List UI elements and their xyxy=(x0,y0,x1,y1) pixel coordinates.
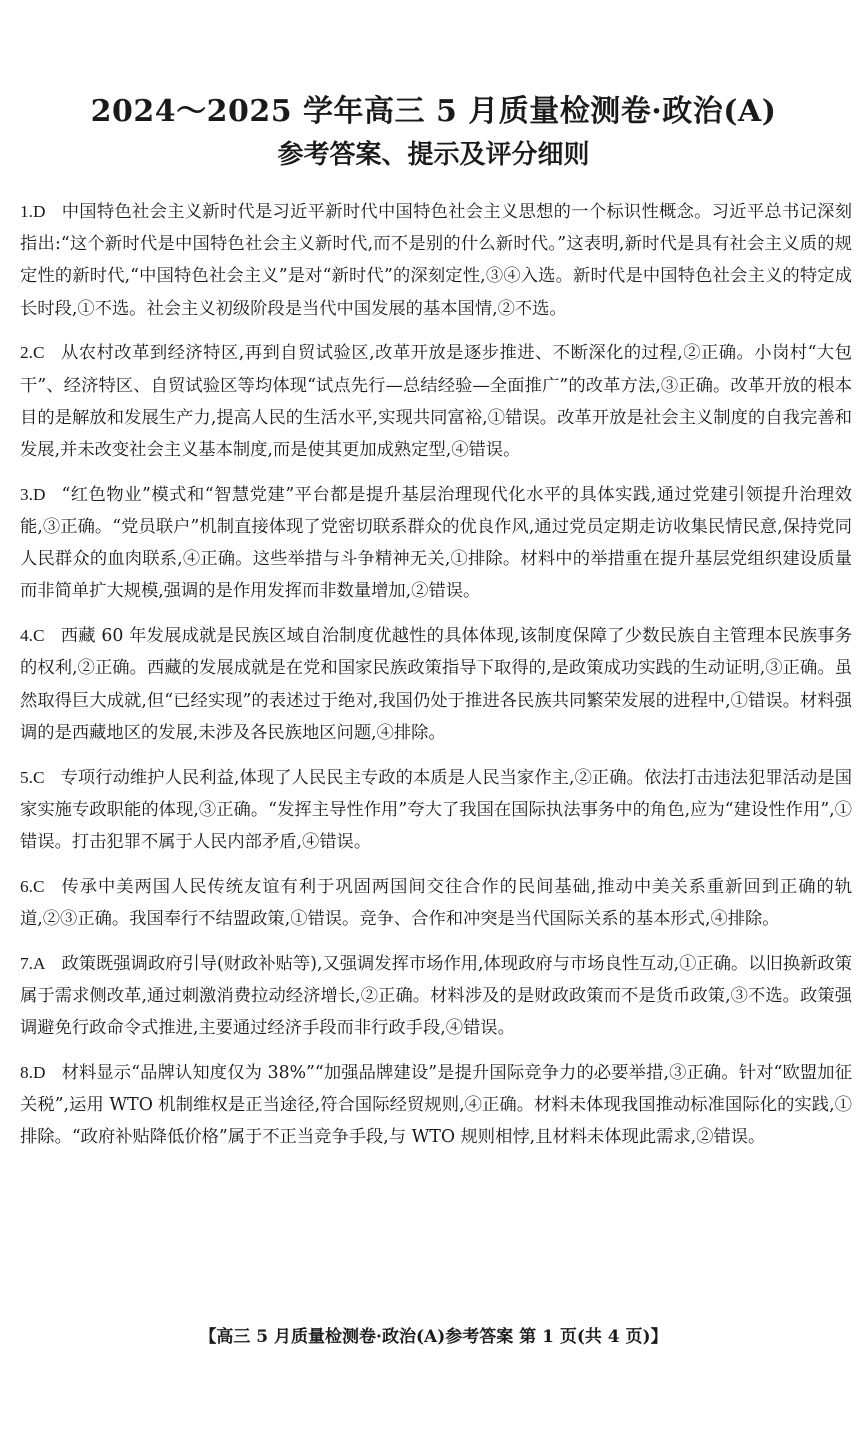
answer-number: 3. xyxy=(20,484,33,504)
answer-choice: A xyxy=(32,953,46,973)
answer-item-2 xyxy=(20,337,852,466)
answer-explanation: “红色物业”模式和“智慧党建”平台都是提升基层治理现代化水平的具体实践,通过党建引领提升治理效能,③正确。“党员联户”机制直接体现了党密切联系群众的优良作风,通过党员定期走访收集民情民意,保持党同人民群众的血肉联系,④正确。这些举措与斗争精神无关,①排除。材料中的举措重在提升基层党组织建设质量而非简单扩大规模,强调的是作用发挥而非数量增加,②错误。 xyxy=(20,484,852,602)
answer-item-8 xyxy=(20,1057,852,1154)
answer-explanation: 从农村改革到经济特区,再到自贸试验区,改革开放是逐步推进、不断深化的过程,②正确。小岗村“大包干”、经济特区、自贸试验区等均体现“试点先行—总结经验—全面推广”的改革方法,③正确。改革开放的根本目的是解放和发展生产力,提高人民的生活水平,实现共同富裕,①错误。改革开放是社会主义制度的自我完善和发展,并未改变社会主义基本制度,而是使其更加成熟定型,④错误。 xyxy=(20,343,852,461)
answer-choice: D xyxy=(32,1063,46,1083)
answer-choice: C xyxy=(32,626,45,646)
answer-number: 1. xyxy=(20,202,33,221)
page-subtitle: 参考答案、提示及评分细则 xyxy=(277,140,590,170)
answer-explanation: 中国特色社会主义新时代是习近平新时代中国特色社会主义思想的一个标识性概念。习近平总书记深刻指出:“这个新时代是中国特色社会主义新时代,而不是别的什么新时代。”这表明,新时代是具有社会主义质的规定性的新时代,“中国特色社会主义”是对“新时代”的深刻定性,③④入选。新时代是中国特色社会主义的特定成长时段,①不选。社会主义初级阶段是当代中国发展的基本国情,②不选。 xyxy=(20,202,852,319)
answer-explanation: 材料显示“品牌认知度仅为 38%”“加强品牌建设”是提升国际竞争力的必要举措,③正确。针对“欧盟加征关税”,运用 WTO 机制维权是正当途径,符合国际经贸规则,④正确。材料未体现我国推动标准国际化的实践,①排除。“政府补贴降低价格”属于不正当竞争手段,与 WTO 规则相悖,且材料未体现此需求,②错误。 xyxy=(20,1063,852,1148)
answer-item-3 xyxy=(20,479,852,608)
answer-explanation: 传承中美两国人民传统友谊有利于巩固两国间交往合作的民间基础,推动中美关系重新回到正确的轨道,②③正确。我国奉行不结盟政策,①错误。竞争、合作和冲突是当代国际关系的基本形式,④排除。 xyxy=(20,876,852,930)
answer-item-7 xyxy=(20,948,852,1045)
answer-explanation: 西藏 60 年发展成就是民族区域自治制度优越性的具体体现,该制度保障了少数民族自主管理本民族事务的权利,②正确。西藏的发展成就是在党和国家民族政策指导下取得的,是政策成功实践的生动证明,③正确。虽然取得巨大成就,但“已经实现”的表述过于绝对,我国仍处于推进各民族共同繁荣发展的进程中,①错误。材料强调的是西藏地区的发展,未涉及各民族地区问题,④排除。 xyxy=(20,626,852,743)
answer-number: 5. xyxy=(20,767,33,787)
answer-explanation: 专项行动维护人民利益,体现了人民民主专政的本质是人民当家作主,②正确。依法打击违法犯罪活动是国家实施专政职能的体现,③正确。“发挥主导性作用”夸大了我国在国际执法事务中的角色,应为“建设性作用”,①错误。打击犯罪不属于人民内部矛盾,④错误。 xyxy=(20,767,852,853)
answer-item-6 xyxy=(20,871,852,935)
answer-choice: D xyxy=(32,484,46,504)
answer-number: 6. xyxy=(20,876,33,896)
answer-number: 8. xyxy=(20,1063,33,1083)
answer-choice: C xyxy=(32,876,45,896)
answer-choice: C xyxy=(32,767,45,787)
answer-item-4 xyxy=(20,620,852,749)
answer-item-5 xyxy=(20,762,852,859)
page-footer: 【高三 5 月质量检测卷·政治(A)参考答案 第 1 页(共 4 页)】 xyxy=(199,1327,668,1347)
answer-item-1 xyxy=(20,196,852,325)
answer-number: 7. xyxy=(20,953,33,973)
answer-choice: D xyxy=(32,202,46,221)
answer-number: 4. xyxy=(20,626,33,646)
answer-number: 2. xyxy=(20,343,33,363)
page-title: 2024～2025 学年高三 5 月质量检测卷·政治(A) xyxy=(90,94,777,129)
answer-choice: C xyxy=(32,343,45,363)
answer-list xyxy=(20,196,852,1166)
answer-explanation: 政策既强调政府引导(财政补贴等),又强调发挥市场作用,体现政府与市场良性互动,①正确。以旧换新政策属于需求侧改革,通过刺激消费拉动经济增长,②正确。材料涉及的是财政政策而不是货币政策,③不选。政策强调避免行政命令式推进,主要通过经济手段而非行政手段,④错误。 xyxy=(20,953,852,1039)
